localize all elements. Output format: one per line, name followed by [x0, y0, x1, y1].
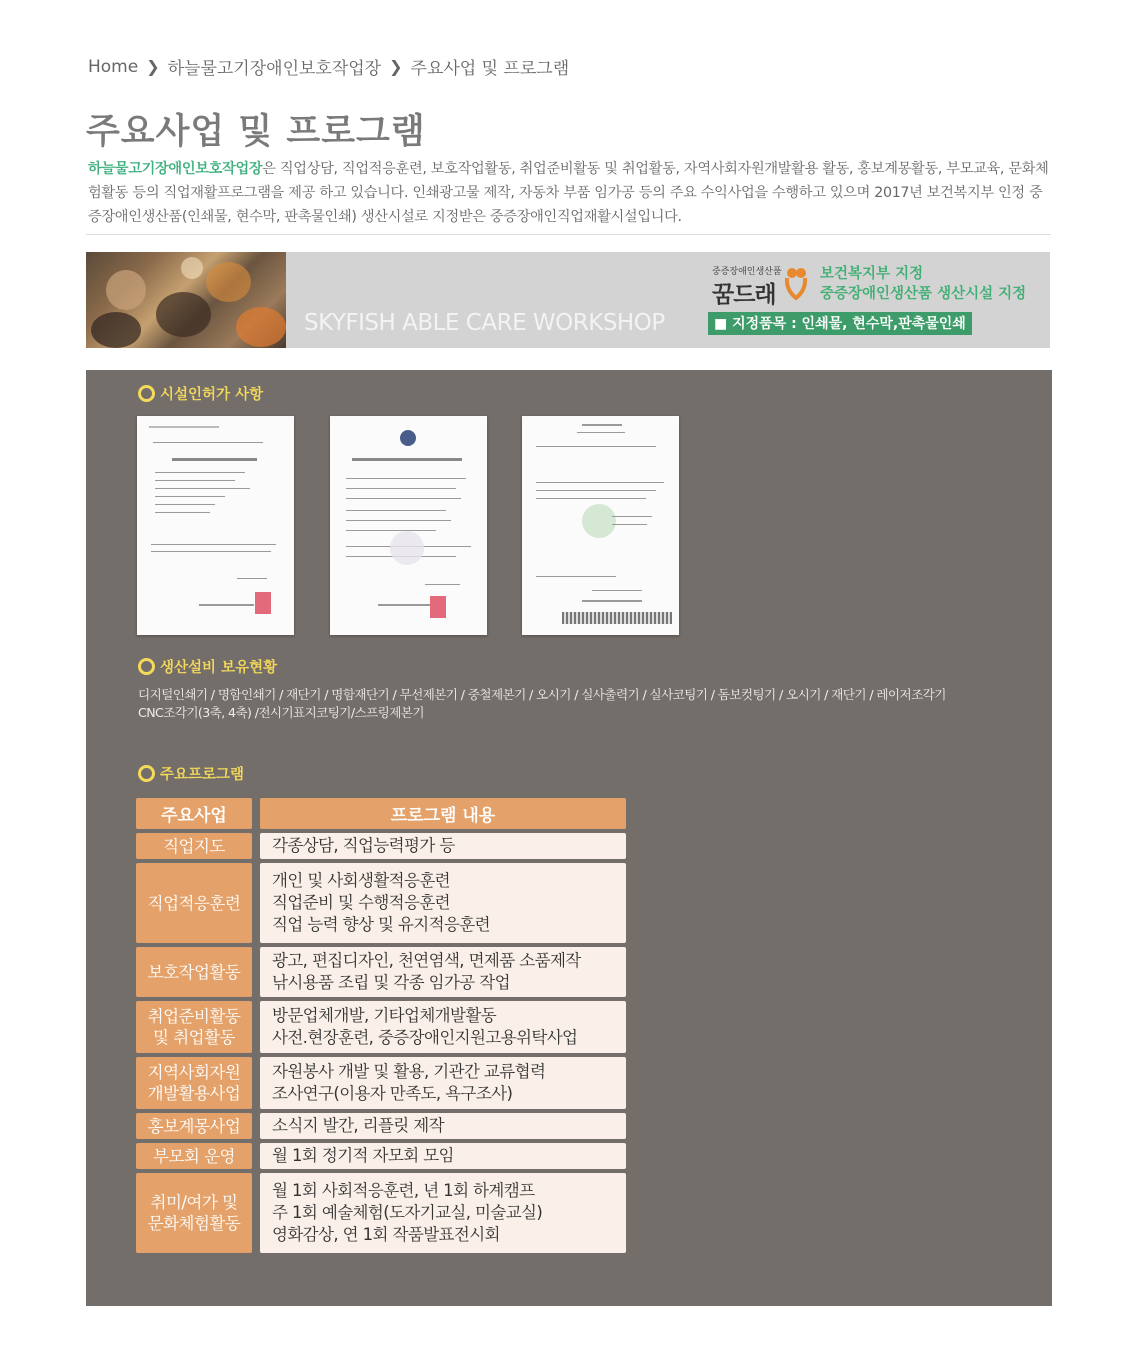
category-line: 문화체험활동	[147, 1214, 241, 1233]
program-category	[136, 1173, 252, 1253]
program-content	[260, 947, 626, 997]
content-line: 주 1회 예술체험(도자기교실, 미술교실)	[272, 1203, 543, 1222]
table-row	[136, 833, 626, 859]
content-line: 조사연구(이용자 만족도, 욕구조사)	[272, 1084, 513, 1103]
table-row	[136, 1173, 626, 1253]
category-line: 직업적응훈련	[147, 893, 241, 913]
program-content	[260, 1173, 626, 1253]
designated-items-badge: ■ 지정품목 : 인쇄물, 현수막,판촉물인쇄	[708, 312, 972, 335]
breadcrumb-current: 주요사업 및 프로그램	[410, 59, 570, 79]
breadcrumb-level1[interactable]: 하늘물고기장애인보호작업장	[167, 59, 382, 79]
program-content	[260, 863, 626, 943]
content-line: 직업 능력 향상 및 유지적응훈련	[272, 915, 490, 934]
table-row	[136, 1143, 626, 1169]
category-line: 지역사회자원	[147, 1063, 241, 1082]
chevron-right-icon: ❯	[146, 57, 160, 76]
content-line: 개인 및 사회생활적응훈련	[272, 871, 451, 890]
intro-org-name: 하늘물고기장애인보호작업장	[88, 161, 263, 177]
content-line: 각종상담, 직업능력평가 등	[272, 836, 455, 855]
program-section-title: 주요프로그램	[138, 763, 244, 784]
chevron-right-icon: ❯	[389, 57, 403, 76]
page-title: 주요사업 및 프로그램	[86, 112, 426, 152]
program-category	[136, 1057, 252, 1109]
equipment-section-title: 생산설비 보유현황	[138, 656, 277, 677]
circle-bullet-icon	[138, 658, 155, 675]
info-panel	[86, 370, 1052, 1306]
program-content	[260, 833, 626, 859]
program-category	[136, 1143, 252, 1169]
circle-bullet-icon	[138, 765, 155, 782]
program-content	[260, 1113, 626, 1139]
program-content	[260, 1001, 626, 1053]
table-row	[136, 1001, 626, 1053]
content-line: 자원봉사 개발 및 활용, 기관간 교류협력	[272, 1062, 546, 1081]
program-category	[136, 947, 252, 997]
content-line: 영화감상, 연 1회 작품발표전시회	[272, 1225, 500, 1244]
table-header-row	[136, 798, 626, 829]
content-line: 월 1회 정기적 자모회 모임	[272, 1146, 454, 1165]
category-line: 부모회 운영	[153, 1146, 235, 1166]
category-line: 개발활용사업	[147, 1084, 241, 1103]
content-line: 광고, 편집디자인, 천연염색, 면제품 소품제작	[272, 951, 581, 970]
column-header: 프로그램 내용	[260, 798, 626, 829]
heart-logo-icon	[784, 266, 808, 300]
circle-bullet-icon	[138, 385, 155, 402]
certification-banner	[86, 252, 1050, 348]
breadcrumb	[88, 54, 569, 79]
kkumdrae-logo: 중증장애인생산품 꿈드래	[710, 262, 810, 307]
content-line: 소식지 발간, 리플릿 제작	[272, 1116, 444, 1135]
program-category	[136, 1113, 252, 1139]
table-row	[136, 1113, 626, 1139]
equipment-list: 디지털인쇄기 / 명함인쇄기 / 재단기 / 명함재단기 / 무선제본기 / 중철제본기 / 오시기 / 실사출력기 / 실사코팅기 / 돔보컷팅기 / 오시기 / 재단기 / 레이저조각기 CNC조각기(3축, 4축) /전시기표지코팅기/스프링제본기	[138, 687, 946, 720]
column-header: 주요사업	[136, 798, 252, 829]
program-category	[136, 1001, 252, 1053]
category-line: 취미/여가 및	[150, 1193, 238, 1212]
program-content	[260, 1143, 626, 1169]
category-line: 직업지도	[163, 836, 225, 856]
facility-section-title: 시설인허가 사항	[138, 383, 263, 404]
table-row	[136, 1057, 626, 1109]
content-line: 사전.현장훈련, 중증장애인지원고용위탁사업	[272, 1028, 578, 1047]
content-line: 직업준비 및 수행적응훈련	[272, 893, 451, 912]
content-line: 방문업체개발, 기타업체개발활동	[272, 1006, 497, 1025]
category-line: 홍보계몽사업	[147, 1116, 241, 1136]
category-line: 보호작업활동	[147, 962, 241, 982]
table-row	[136, 863, 626, 943]
banner-english-name: SKYFISH ABLE CARE WORKSHOP	[304, 310, 665, 336]
workshop-photo	[86, 252, 286, 348]
content-line: 월 1회 사회적응훈련, 년 1회 하계캠프	[272, 1181, 535, 1200]
program-content	[260, 1057, 626, 1109]
license-document-3[interactable]	[522, 416, 679, 635]
program-category	[136, 833, 252, 859]
category-line: 및 취업활동	[153, 1028, 235, 1047]
intro-paragraph	[88, 157, 1053, 229]
program-category	[136, 863, 252, 943]
category-line: 취업준비활동	[147, 1007, 241, 1026]
certification-text: 보건복지부 지정 중증장애인생산품 생산시설 지정	[820, 266, 1027, 302]
divider	[86, 234, 1051, 235]
intro-text: 은 직업상담, 직업적응훈련, 보호작업활동, 취업준비활동 및 취업활동, 자역사회자원개발활용 활동, 홍보계몽활동, 부모교육, 문화체험활동 등의 직업재활프로그램을 제공 하고 있습니다. 인쇄광고물 제작, 자동차 부품 임가공 등의 주요 수익사업을 수행하고 있으며 2017년 보건복지부 인정 중증장애인생산품(인쇄물, 현수막, 판촉물인쇄) 생산시설로 지정받은 중증장애인직업재활시설입니다.	[88, 161, 1049, 225]
program-table	[136, 794, 626, 1257]
license-document-2[interactable]	[330, 416, 487, 635]
license-document-1[interactable]	[137, 416, 294, 635]
breadcrumb-home[interactable]: Home	[88, 56, 139, 77]
table-row	[136, 947, 626, 997]
content-line: 낚시용품 조립 및 각종 임가공 작업	[272, 973, 510, 992]
program-table-body	[136, 833, 626, 1253]
